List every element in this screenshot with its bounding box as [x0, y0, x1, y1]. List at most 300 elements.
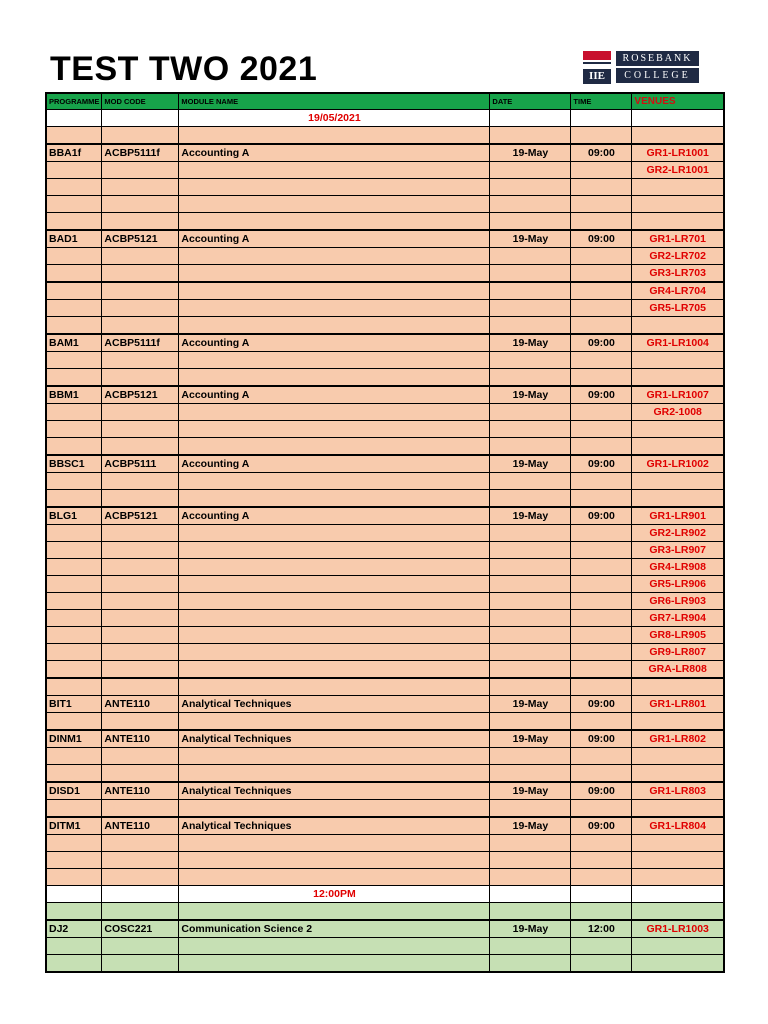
module-name-cell: Accounting A	[179, 386, 490, 404]
programme-cell: BBSC1	[46, 455, 102, 473]
venue-cell: GR4-LR908	[632, 559, 724, 576]
mod-code-cell: ACBP5111f	[102, 144, 179, 162]
venue-cell: GR2-1008	[632, 404, 724, 421]
venue-cell	[632, 352, 724, 369]
module-name-cell	[179, 404, 490, 421]
venue-cell	[632, 713, 724, 731]
module-name-cell	[179, 352, 490, 369]
venue-cell	[632, 110, 724, 127]
date-cell	[490, 627, 571, 644]
programme-cell	[46, 369, 102, 387]
time-cell	[571, 869, 632, 886]
table-row	[46, 507, 724, 525]
mod-code-cell	[102, 179, 179, 196]
mod-code-cell	[102, 610, 179, 627]
venue-cell: GRA-LR808	[632, 661, 724, 679]
venue-cell	[632, 748, 724, 765]
module-name-cell	[179, 765, 490, 783]
table-row	[46, 490, 724, 508]
time-cell	[571, 800, 632, 818]
table-row	[46, 438, 724, 456]
time-cell	[571, 610, 632, 627]
module-name-cell: Analytical Techniques	[179, 782, 490, 800]
date-cell	[490, 248, 571, 265]
logo-line-rosebank: ROSEBANK	[616, 51, 699, 66]
venue-cell: GR1-LR1002	[632, 455, 724, 473]
module-name-cell	[179, 421, 490, 438]
venue-cell	[632, 179, 724, 196]
table-row	[46, 542, 724, 559]
table-row	[46, 127, 724, 145]
date-cell: 19-May	[490, 144, 571, 162]
time-cell	[571, 627, 632, 644]
module-name-cell	[179, 179, 490, 196]
logo-line-college: COLLEGE	[616, 68, 699, 83]
session-banner-row	[46, 110, 724, 127]
session-label: 19/05/2021	[179, 110, 490, 127]
mod-code-cell	[102, 903, 179, 921]
module-name-cell	[179, 852, 490, 869]
table-row	[46, 782, 724, 800]
programme-cell: BAD1	[46, 230, 102, 248]
date-cell: 19-May	[490, 920, 571, 938]
time-cell	[571, 248, 632, 265]
venue-cell: GR6-LR903	[632, 593, 724, 610]
programme-cell	[46, 352, 102, 369]
mod-code-cell	[102, 525, 179, 542]
date-cell	[490, 542, 571, 559]
mod-code-cell: ACBP5111	[102, 455, 179, 473]
module-name-cell	[179, 678, 490, 696]
table-row	[46, 265, 724, 283]
programme-cell	[46, 421, 102, 438]
module-name-cell	[179, 196, 490, 213]
time-cell	[571, 525, 632, 542]
programme-cell	[46, 473, 102, 490]
time-cell	[571, 265, 632, 283]
time-cell	[571, 938, 632, 955]
table-row	[46, 455, 724, 473]
programme-cell	[46, 542, 102, 559]
programme-cell: DINM1	[46, 730, 102, 748]
time-cell	[571, 903, 632, 921]
venue-cell: GR1-LR804	[632, 817, 724, 835]
module-name-cell	[179, 661, 490, 679]
module-name-cell	[179, 317, 490, 335]
mod-code-cell	[102, 404, 179, 421]
module-name-cell	[179, 610, 490, 627]
mod-code-cell	[102, 938, 179, 955]
date-cell	[490, 525, 571, 542]
time-cell	[571, 765, 632, 783]
mod-code-cell	[102, 678, 179, 696]
time-cell: 09:00	[571, 386, 632, 404]
date-cell	[490, 800, 571, 818]
programme-cell	[46, 610, 102, 627]
venue-cell	[632, 852, 724, 869]
time-cell: 09:00	[571, 507, 632, 525]
table-row	[46, 730, 724, 748]
mod-code-cell	[102, 542, 179, 559]
module-name-cell	[179, 644, 490, 661]
date-cell	[490, 938, 571, 955]
table-row	[46, 144, 724, 162]
date-cell	[490, 869, 571, 886]
mod-code-cell	[102, 490, 179, 508]
time-cell	[571, 852, 632, 869]
date-cell	[490, 678, 571, 696]
table-row	[46, 334, 724, 352]
session-banner-row	[46, 886, 724, 903]
time-cell	[571, 282, 632, 300]
date-cell: 19-May	[490, 507, 571, 525]
time-cell	[571, 713, 632, 731]
date-cell	[490, 404, 571, 421]
table-row	[46, 748, 724, 765]
programme-cell	[46, 196, 102, 213]
date-cell: 19-May	[490, 730, 571, 748]
date-cell: 19-May	[490, 817, 571, 835]
module-name-cell	[179, 438, 490, 456]
venue-cell: GR2-LR902	[632, 525, 724, 542]
table-row	[46, 661, 724, 679]
programme-cell	[46, 748, 102, 765]
table-row	[46, 369, 724, 387]
mod-code-cell: ACBP5121	[102, 386, 179, 404]
iie-logo-mark: IIE	[583, 51, 611, 84]
time-cell	[571, 369, 632, 387]
programme-cell	[46, 127, 102, 145]
module-name-cell	[179, 265, 490, 283]
programme-cell	[46, 162, 102, 179]
table-row	[46, 903, 724, 921]
venue-cell	[632, 317, 724, 335]
programme-cell	[46, 835, 102, 852]
time-cell	[571, 352, 632, 369]
table-row	[46, 627, 724, 644]
date-cell	[490, 162, 571, 179]
date-cell	[490, 835, 571, 852]
venue-cell	[632, 369, 724, 387]
header-time: TIME	[571, 93, 632, 110]
table-row	[46, 473, 724, 490]
mod-code-cell	[102, 713, 179, 731]
programme-cell	[46, 886, 102, 903]
module-name-cell	[179, 955, 490, 973]
mod-code-cell	[102, 300, 179, 317]
time-cell: 09:00	[571, 334, 632, 352]
date-cell	[490, 748, 571, 765]
programme-cell	[46, 627, 102, 644]
date-cell: 19-May	[490, 334, 571, 352]
time-cell	[571, 835, 632, 852]
date-cell	[490, 765, 571, 783]
table-row	[46, 404, 724, 421]
mod-code-cell	[102, 162, 179, 179]
programme-cell	[46, 576, 102, 593]
date-cell	[490, 852, 571, 869]
venue-cell	[632, 886, 724, 903]
module-name-cell	[179, 542, 490, 559]
module-name-cell	[179, 213, 490, 231]
venue-cell: GR9-LR807	[632, 644, 724, 661]
venue-cell	[632, 421, 724, 438]
venue-cell: GR2-LR1001	[632, 162, 724, 179]
time-cell: 09:00	[571, 730, 632, 748]
mod-code-cell	[102, 576, 179, 593]
date-cell	[490, 559, 571, 576]
venue-cell	[632, 835, 724, 852]
table-row	[46, 162, 724, 179]
venue-cell	[632, 678, 724, 696]
venue-cell: GR3-LR907	[632, 542, 724, 559]
module-name-cell: Analytical Techniques	[179, 817, 490, 835]
table-row	[46, 179, 724, 196]
programme-cell	[46, 903, 102, 921]
table-row	[46, 920, 724, 938]
mod-code-cell	[102, 352, 179, 369]
date-cell	[490, 110, 571, 127]
date-cell	[490, 179, 571, 196]
mod-code-cell	[102, 627, 179, 644]
time-cell: 09:00	[571, 817, 632, 835]
table-row	[46, 678, 724, 696]
programme-cell	[46, 213, 102, 231]
date-cell	[490, 265, 571, 283]
date-cell	[490, 282, 571, 300]
table-row	[46, 576, 724, 593]
venue-cell	[632, 438, 724, 456]
module-name-cell	[179, 490, 490, 508]
mod-code-cell	[102, 369, 179, 387]
module-name-cell	[179, 576, 490, 593]
programme-cell	[46, 713, 102, 731]
venue-cell: GR2-LR702	[632, 248, 724, 265]
table-row	[46, 765, 724, 783]
programme-cell: BBA1f	[46, 144, 102, 162]
table-row	[46, 248, 724, 265]
page-title: TEST TWO 2021	[50, 50, 318, 88]
table-row	[46, 300, 724, 317]
module-name-cell	[179, 162, 490, 179]
programme-cell	[46, 559, 102, 576]
date-cell	[490, 490, 571, 508]
time-cell	[571, 213, 632, 231]
programme-cell	[46, 248, 102, 265]
programme-cell	[46, 404, 102, 421]
venue-cell: GR1-LR901	[632, 507, 724, 525]
date-cell	[490, 213, 571, 231]
programme-cell	[46, 317, 102, 335]
time-cell	[571, 317, 632, 335]
time-cell	[571, 542, 632, 559]
table-row	[46, 352, 724, 369]
time-cell	[571, 196, 632, 213]
venue-cell	[632, 938, 724, 955]
table-row	[46, 869, 724, 886]
table-row	[46, 282, 724, 300]
venue-cell: GR1-LR1007	[632, 386, 724, 404]
date-cell: 19-May	[490, 782, 571, 800]
module-name-cell: Communication Science 2	[179, 920, 490, 938]
header-programme: PROGRAMME	[46, 93, 102, 110]
date-cell	[490, 576, 571, 593]
mod-code-cell	[102, 248, 179, 265]
venue-cell	[632, 765, 724, 783]
mod-code-cell	[102, 869, 179, 886]
table-row	[46, 610, 724, 627]
venue-cell: GR5-LR705	[632, 300, 724, 317]
mod-code-cell: ANTE110	[102, 782, 179, 800]
mod-code-cell	[102, 559, 179, 576]
time-cell	[571, 559, 632, 576]
time-cell	[571, 162, 632, 179]
programme-cell	[46, 800, 102, 818]
venue-cell: GR7-LR904	[632, 610, 724, 627]
date-cell	[490, 421, 571, 438]
module-name-cell	[179, 903, 490, 921]
time-cell: 09:00	[571, 230, 632, 248]
module-name-cell	[179, 473, 490, 490]
mod-code-cell: COSC221	[102, 920, 179, 938]
mod-code-cell	[102, 265, 179, 283]
time-cell: 09:00	[571, 696, 632, 713]
module-name-cell	[179, 835, 490, 852]
venue-cell	[632, 127, 724, 145]
mod-code-cell	[102, 110, 179, 127]
time-cell	[571, 179, 632, 196]
programme-cell	[46, 438, 102, 456]
programme-cell: DITM1	[46, 817, 102, 835]
module-name-cell	[179, 869, 490, 886]
date-cell	[490, 644, 571, 661]
programme-cell	[46, 869, 102, 886]
venue-cell	[632, 955, 724, 973]
module-name-cell: Accounting A	[179, 230, 490, 248]
date-cell	[490, 438, 571, 456]
venue-cell: GR1-LR803	[632, 782, 724, 800]
module-name-cell: Analytical Techniques	[179, 730, 490, 748]
college-logo	[583, 51, 699, 84]
programme-cell	[46, 110, 102, 127]
programme-cell	[46, 765, 102, 783]
time-cell	[571, 490, 632, 508]
time-cell	[571, 644, 632, 661]
time-cell	[571, 127, 632, 145]
programme-cell	[46, 282, 102, 300]
table-row	[46, 800, 724, 818]
time-cell	[571, 421, 632, 438]
programme-cell: BBM1	[46, 386, 102, 404]
mod-code-cell: ANTE110	[102, 817, 179, 835]
table-row	[46, 713, 724, 731]
venue-cell	[632, 213, 724, 231]
time-cell	[571, 678, 632, 696]
programme-cell	[46, 525, 102, 542]
mod-code-cell	[102, 644, 179, 661]
header-module-name: MODULE NAME	[179, 93, 490, 110]
time-cell	[571, 886, 632, 903]
mod-code-cell	[102, 852, 179, 869]
programme-cell: DJ2	[46, 920, 102, 938]
date-cell	[490, 127, 571, 145]
table-row	[46, 644, 724, 661]
module-name-cell: Accounting A	[179, 144, 490, 162]
mod-code-cell: ACBP5121	[102, 507, 179, 525]
table-row	[46, 696, 724, 713]
programme-cell	[46, 678, 102, 696]
mod-code-cell	[102, 317, 179, 335]
session-label: 12:00PM	[179, 886, 490, 903]
venue-cell: GR4-LR704	[632, 282, 724, 300]
module-name-cell	[179, 593, 490, 610]
module-name-cell	[179, 369, 490, 387]
mod-code-cell	[102, 282, 179, 300]
table-row	[46, 230, 724, 248]
venue-cell: GR1-LR701	[632, 230, 724, 248]
date-cell	[490, 903, 571, 921]
table-row	[46, 386, 724, 404]
module-name-cell	[179, 525, 490, 542]
date-cell	[490, 593, 571, 610]
module-name-cell	[179, 800, 490, 818]
module-name-cell	[179, 559, 490, 576]
programme-cell	[46, 644, 102, 661]
table-row	[46, 593, 724, 610]
programme-cell	[46, 265, 102, 283]
mod-code-cell	[102, 886, 179, 903]
mod-code-cell: ANTE110	[102, 696, 179, 713]
exam-timetable	[45, 92, 725, 973]
date-cell	[490, 661, 571, 679]
date-cell	[490, 886, 571, 903]
module-name-cell: Accounting A	[179, 334, 490, 352]
mod-code-cell	[102, 748, 179, 765]
time-cell	[571, 473, 632, 490]
venue-cell	[632, 473, 724, 490]
time-cell	[571, 110, 632, 127]
mod-code-cell	[102, 473, 179, 490]
module-name-cell: Accounting A	[179, 455, 490, 473]
mod-code-cell	[102, 127, 179, 145]
date-cell	[490, 196, 571, 213]
programme-cell	[46, 179, 102, 196]
table-row	[46, 938, 724, 955]
module-name-cell	[179, 127, 490, 145]
mod-code-cell	[102, 438, 179, 456]
table-row	[46, 421, 724, 438]
table-row	[46, 196, 724, 213]
mod-code-cell	[102, 421, 179, 438]
time-cell	[571, 404, 632, 421]
mod-code-cell	[102, 196, 179, 213]
programme-cell: BAM1	[46, 334, 102, 352]
mod-code-cell	[102, 835, 179, 852]
programme-cell: BLG1	[46, 507, 102, 525]
time-cell: 09:00	[571, 144, 632, 162]
time-cell	[571, 300, 632, 317]
venue-cell	[632, 800, 724, 818]
programme-cell: BIT1	[46, 696, 102, 713]
mod-code-cell	[102, 765, 179, 783]
header-date: DATE	[490, 93, 571, 110]
venue-cell: GR1-LR802	[632, 730, 724, 748]
module-name-cell	[179, 748, 490, 765]
module-name-cell	[179, 627, 490, 644]
date-cell	[490, 713, 571, 731]
date-cell	[490, 610, 571, 627]
programme-cell	[46, 593, 102, 610]
